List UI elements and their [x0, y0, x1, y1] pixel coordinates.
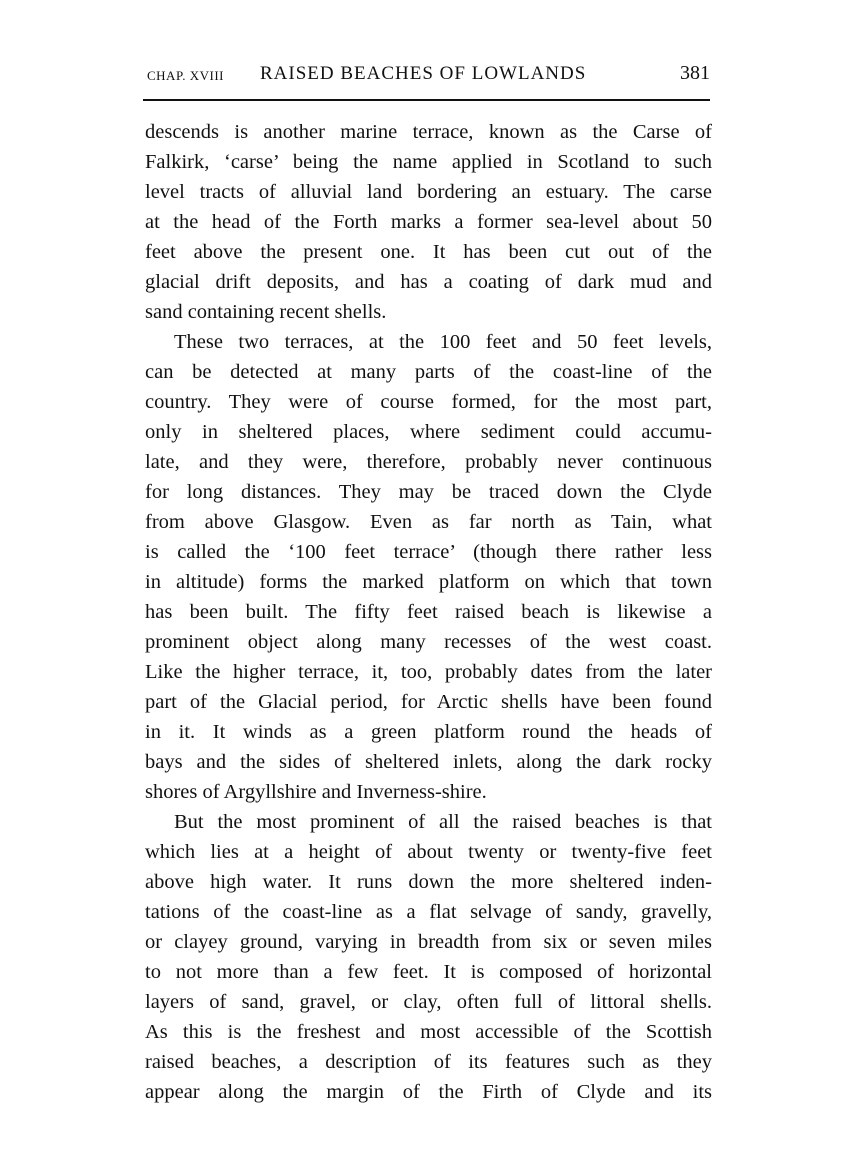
text-line: level tracts of alluvial land bordering an estuary. The carse	[145, 181, 712, 203]
text-line: shores of Argyllshire and Inverness-shire.	[145, 781, 487, 803]
text-line: bays and the sides of sheltered inlets, along the dark rocky	[145, 751, 712, 773]
text-line: layers of sand, gravel, or clay, often full of littoral shells.	[145, 991, 712, 1013]
text-line: in it. It winds as a green platform round the heads of	[145, 721, 712, 743]
body-text	[145, 117, 712, 1107]
text-line: above high water. It runs down the more sheltered inden-	[145, 871, 712, 893]
text-line: which lies at a height of about twenty or twenty-five feet	[145, 841, 712, 863]
text-line: appear along the margin of the Firth of Clyde and its	[145, 1081, 712, 1103]
text-line: can be detected at many parts of the coast-line of the	[145, 361, 712, 383]
text-line: sand containing recent shells.	[145, 301, 387, 323]
paragraph-first-line: These two terraces, at the 100 feet and 50 feet levels,	[174, 331, 712, 353]
text-line: feet above the present one. It has been cut out of the	[145, 241, 712, 263]
header-rule	[143, 99, 710, 101]
text-line: to not more than a few feet. It is composed of horizontal	[145, 961, 712, 983]
chapter-label: CHAP. XVIII	[147, 68, 224, 83]
text-line: has been built. The fifty feet raised beach is likewise a	[145, 601, 712, 623]
text-line: is called the ‘100 feet terrace’ (though there rather less	[145, 541, 712, 563]
text-line: raised beaches, a description of its features such as they	[145, 1051, 712, 1073]
text-line: late, and they were, therefore, probably never continuous	[145, 451, 712, 473]
text-line: descends is another marine terrace, known as the Carse of	[145, 121, 712, 143]
text-line: from above Glasgow. Even as far north as Tain, what	[145, 511, 712, 533]
paragraph-first-line: But the most prominent of all the raised beaches is that	[174, 811, 712, 833]
text-line: Like the higher terrace, it, too, probably dates from the later	[145, 661, 712, 683]
text-line: tations of the coast-line as a flat selvage of sandy, gravelly,	[145, 901, 712, 923]
text-line: glacial drift deposits, and has a coating of dark mud and	[145, 271, 712, 293]
running-title: RAISED BEACHES OF LOWLANDS	[260, 63, 587, 84]
text-line: at the head of the Forth marks a former sea-level about 50	[145, 211, 712, 233]
text-line: prominent object along many recesses of the west coast.	[145, 631, 712, 653]
text-line: part of the Glacial period, for Arctic shells have been found	[145, 691, 712, 713]
text-line: Falkirk, ‘carse’ being the name applied in Scotland to such	[145, 151, 712, 173]
text-line: or clayey ground, varying in breadth from six or seven miles	[145, 931, 712, 953]
text-line: As this is the freshest and most accessible of the Scottish	[145, 1021, 712, 1043]
running-head	[147, 62, 710, 96]
text-line: in altitude) forms the marked platform on which that town	[145, 571, 712, 593]
page-number: 381	[680, 62, 710, 84]
text-line: country. They were of course formed, for the most part,	[145, 391, 712, 413]
text-line: for long distances. They may be traced down the Clyde	[145, 481, 712, 503]
text-line: only in sheltered places, where sediment could accumu-	[145, 421, 712, 443]
